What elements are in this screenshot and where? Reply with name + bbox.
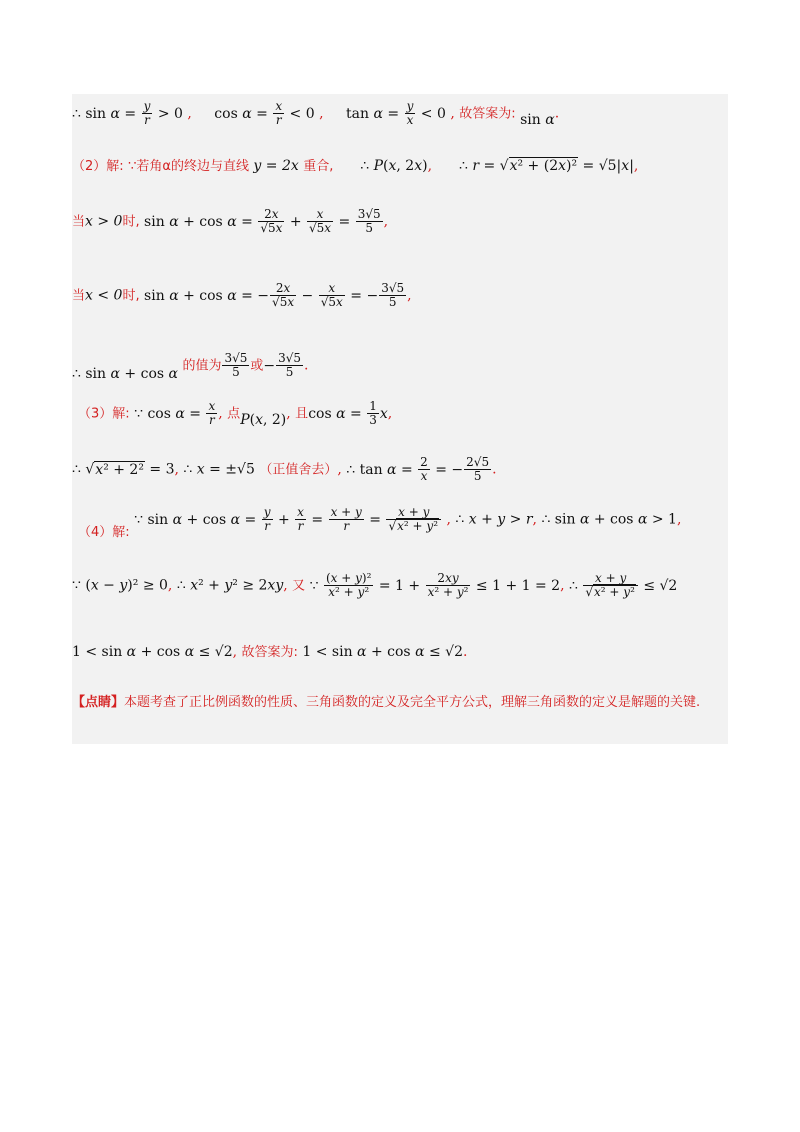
part4-expr: ∵ sin α + cos α = $\frac{y}{r}$ + $\frac{x}{r}$ = $\frac{x + y}{r}$ = $\frac{x + y}{\text{√x² + y²}}$ — [134, 512, 442, 528]
line-case-negative: 当x < 0时, sin α + cos α = − $\frac{2x}{√5x}$ − $\frac{x}{√5x}$ = − $\frac{3√5}{5}$ , — [72, 281, 412, 309]
ratio-bound: ∵ $\frac{\text{(x + y)²}}{\text{x² + y²}}$ = 1 + $\frac{2xy}{\text{x² + y²}}$ ≤ 1 + 1 = 2 — [309, 571, 561, 599]
case-pos-prefix: 当 — [72, 214, 86, 230]
ineq-r: ∴ x + y > r — [455, 511, 533, 528]
ineq-one: ∴ sin α + cos α > 1 — [541, 511, 677, 528]
and-text: 且 — [295, 406, 309, 422]
conclusion-lhs: ∴ sin α + cos α — [72, 365, 178, 382]
line-part2-conclusion: ∴ sin α + cos α 的值为 $\frac{3√5}{5}$ 或− $\frac{3√5}{5}$ . — [72, 351, 309, 382]
r-equation: ∴ r = √x² + (2x)² = √5|x| — [458, 158, 634, 174]
part3-label: （3）解: — [78, 406, 130, 422]
sum-squares-ineq: ∴ x² + y² ≥ 2xy — [176, 577, 284, 594]
line-part4-bound: ∵ (x − y)² ≥ 0, ∴ x² + y² ≥ 2xy, 又 ∵ $\frac{\text{(x + y)²}}{\text{x² + y²}}$ = 1 + $\frac{2xy}{\text{x² + y²}}$ ≤ 1 + 1 = 2, ∴ $\frac{x + y}{\text{√x² + y²}}$ ≤ √2 — [72, 571, 678, 599]
point-p2: P(x, 2) — [240, 411, 287, 428]
comment-head: 【点睛】 — [72, 695, 125, 710]
value-positive: $\frac{3√5}{5}$ — [224, 351, 248, 379]
final-answer-value: 1 < sin α + cos α ≤ √2 — [302, 644, 463, 660]
comment-block — [72, 690, 728, 716]
sqrt-bound: ∴ $\frac{x + y}{\text{√x² + y²}}$ ≤ √2 — [568, 571, 678, 599]
line-part2-setup: （2）解: ∵若角α的终边与直线 y = 2x 重合, ∴ P(x, 2x), ∴ r = √x² + (2x)² = √5|x|, — [72, 158, 639, 174]
case-pos-cond: x > 0 — [85, 213, 123, 230]
conclusion-text: 的值为 — [182, 358, 222, 374]
point-label: 点 — [227, 406, 241, 422]
cos-sign-eq: cos α = $\frac{x}{r}$ < 0 — [214, 99, 315, 127]
line-equation: y = 2x — [253, 158, 299, 174]
line-part3-setup: （3）解: ∵ cos α = $\frac{x}{r}$ , 点P(x, 2), 且cos α = $\frac{1}{3}$ x, — [78, 399, 393, 428]
answer-label: 故答案为: — [459, 106, 516, 122]
case-neg-expr: sin α + cos α = − $\frac{2x}{√5x}$ − $\frac{x}{√5x}$ = − $\frac{3√5}{5}$ — [144, 281, 405, 309]
final-range: 1 < sin α + cos α ≤ √2 — [72, 644, 233, 660]
line-part3-solve: ∴ √x² + 2² = 3, ∴ x = ±√5 （正值舍去）, ∴ tan α = $\frac{2}{x}$ = − $\frac{2√5}{5}$ . — [72, 455, 497, 483]
part2-text1: ∵若角α的终边与直线 — [128, 159, 249, 174]
case-neg-suffix: 时, — [122, 288, 140, 304]
case-neg-cond: x < 0 — [85, 287, 123, 304]
point-p: ∴ P(x, 2x) — [360, 158, 428, 174]
cos-given: cos α = $\frac{1}{3}$ x — [308, 399, 388, 427]
final-answer-label: 故答案为: — [241, 645, 298, 660]
line-final-answer: 1 < sin α + cos α ≤ √2, 故答案为: 1 < sin α + cos α ≤ √2. — [72, 644, 468, 660]
case-pos-suffix: 时, — [122, 214, 140, 230]
case-pos-expr: sin α + cos α = $\frac{2x}{√5x}$ + $\frac{x}{√5x}$ = $\frac{3√5}{5}$ — [144, 207, 381, 235]
line-part4-setup: （4）解: ∵ sin α + cos α = $\frac{y}{r}$ + $\frac{x}{r}$ = $\frac{x + y}{r}$ = $\frac{x + y}{\text{√x² + y²}}$ , ∴ x + y > r, ∴ sin α + cos α > 1, — [78, 505, 682, 540]
tan-value: ∴ tan α = $\frac{2}{x}$ = − $\frac{2√5}{5}$ — [346, 455, 490, 483]
also-text: 又 — [292, 578, 306, 594]
line-part1-summary: ∴ sin α = $\frac{y}{r}$ > 0 , cos α = $\frac{x}{r}$ < 0 , tan α = $\frac{y}{x}$ < 0 , 故答案为: sin α. — [72, 99, 560, 128]
sqrt-equation: ∴ √x² + 2² = 3 — [72, 461, 175, 478]
conclusion-or: 或 — [250, 358, 264, 374]
case-neg-prefix: 当 — [72, 288, 86, 304]
tan-sign-eq: tan α = $\frac{y}{x}$ < 0 — [346, 99, 446, 127]
discard-note: （正值舍去） — [259, 462, 338, 478]
x-value: ∴ x = ±√5 — [183, 461, 255, 478]
value-negative: − $\frac{3√5}{5}$ — [263, 351, 302, 379]
part2-text2: 重合, — [303, 159, 334, 174]
part4-label: （4）解: — [78, 524, 130, 540]
answer-value: sin α — [520, 111, 555, 128]
part2-label: （2）解: — [72, 159, 124, 174]
sin-sign-eq: ∴ sin α = $\frac{y}{r}$ > 0 — [72, 99, 183, 127]
comment-body: 本题考查了正比例函数的性质、三角函数的定义及完全平方公式，理解三角函数的定义是解题的关键. — [124, 695, 701, 710]
line-case-positive: 当x > 0时, sin α + cos α = $\frac{2x}{√5x}$ + $\frac{x}{√5x}$ = $\frac{3√5}{5}$ , — [72, 207, 389, 235]
square-nonneg: ∵ (x − y)² ≥ 0 — [72, 577, 168, 594]
cos-definition: ∵ cos α = $\frac{x}{r}$ — [134, 399, 216, 427]
